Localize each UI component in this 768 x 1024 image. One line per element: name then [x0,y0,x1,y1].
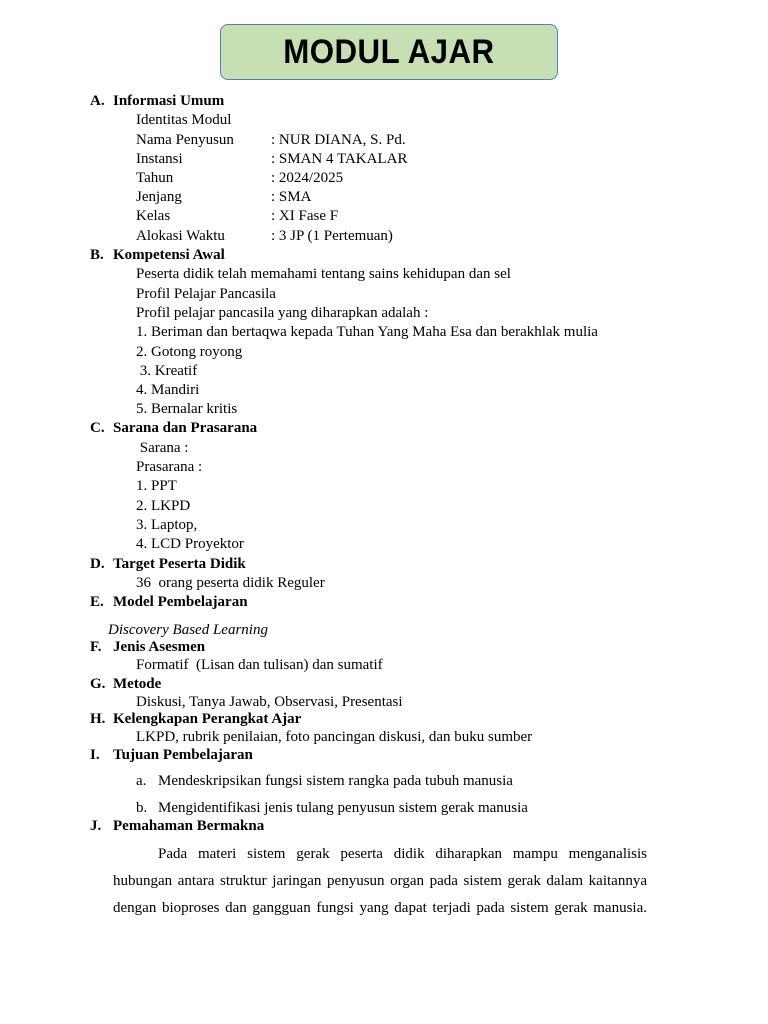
list-item: Profil pelajar pancasila yang diharapkan adalah : [136,305,429,321]
section-letter: J. [90,818,102,834]
section-text: Formatif (Lisan dan tulisan) dan sumatif [136,657,383,673]
identity-subheading: Identitas Modul [136,112,232,128]
identity-label: Jenjang [136,189,182,205]
section-c-heading [90,420,257,437]
section-letter: A. [90,93,105,109]
section-f-heading [90,639,205,656]
list-item: 1. PPT [136,478,177,494]
identity-value: : SMAN 4 TAKALAR [271,151,408,167]
section-h-heading [90,711,301,728]
list-item: Peserta didik telah memahami tentang sains kehidupan dan sel [136,266,511,282]
identity-value: : XI Fase F [271,208,339,224]
list-marker: a. [136,773,147,789]
section-letter: I. [90,747,100,763]
list-item: 2. Gotong royong [136,344,243,360]
list-item: 1. Beriman dan bertaqwa kepada Tuhan Yang Maha Esa dan berakhlak mulia [136,324,598,340]
list-marker: b. [136,800,148,816]
section-text: Diskusi, Tanya Jawab, Observasi, Presentasi [136,694,403,710]
identity-value: : SMA [271,189,312,205]
section-title: Kompetensi Awal [113,247,225,263]
identity-label: Kelas [136,208,171,224]
section-a-heading [90,93,224,110]
list-item: Sarana : [136,440,189,456]
section-letter: D. [90,556,105,572]
section-title: Kelengkapan Perangkat Ajar [113,711,302,727]
identity-value: : 2024/2025 [271,170,344,186]
section-title: Pemahaman Bermakna [113,818,265,834]
section-letter: H. [90,711,106,727]
paragraph-line: dengan bioproses dan gangguan fungsi yang dapat terjadi pada sistem gerak manusia. [113,900,647,916]
section-title: Target Peserta Didik [113,556,246,572]
section-text: LKPD, rubrik penilaian, foto pancingan diskusi, dan buku sumber [136,729,533,745]
list-item: 5. Bernalar kritis [136,401,238,417]
document-title: MODUL AJAR [283,32,495,71]
section-title: Sarana dan Prasarana [113,420,258,436]
list-item: Mendeskripsikan fungsi sistem rangka pada tubuh manusia [158,773,513,789]
section-title: Model Pembelajaran [113,594,248,610]
paragraph-line: hubungan antara struktur jaringan penyusun organ pada sistem gerak dalam kaitannya [113,873,647,889]
section-letter: E. [90,594,104,610]
section-text: Discovery Based Learning [108,622,268,638]
section-e-heading [90,594,248,611]
section-j-heading [90,818,264,835]
section-title: Jenis Asesmen [113,639,206,655]
identity-label: Nama Penyusun [136,132,234,148]
paragraph-line: Pada materi sistem gerak peserta didik diharapkan mampu menganalisis [158,846,647,862]
section-title: Tujuan Pembelajaran [113,747,253,763]
section-i-heading [90,747,253,764]
section-text: 36 orang peserta didik Reguler [136,575,325,591]
list-item: 4. Mandiri [136,382,200,398]
list-item: Profil Pelajar Pancasila [136,286,276,302]
list-item: Prasarana : [136,459,203,475]
section-b-heading [90,247,225,264]
title-box [220,24,558,80]
list-item: Mengidentifikasi jenis tulang penyusun sistem gerak manusia [158,800,528,816]
section-letter: C. [90,420,105,436]
list-item: 4. LCD Proyektor [136,536,244,552]
section-d-heading [90,556,246,573]
identity-label: Tahun [136,170,174,186]
section-title: Informasi Umum [113,93,225,109]
section-g-heading [90,676,161,693]
section-letter: F. [90,639,102,655]
identity-label: Alokasi Waktu [136,228,225,244]
section-title: Metode [113,676,162,692]
list-item: 2. LKPD [136,498,191,514]
list-item: 3. Laptop, [136,517,198,533]
list-item: 3. Kreatif [136,363,198,379]
section-letter: B. [90,247,104,263]
section-letter: G. [90,676,106,692]
identity-value: : NUR DIANA, S. Pd. [271,132,406,148]
identity-value: : 3 JP (1 Pertemuan) [271,228,393,244]
identity-label: Instansi [136,151,183,167]
